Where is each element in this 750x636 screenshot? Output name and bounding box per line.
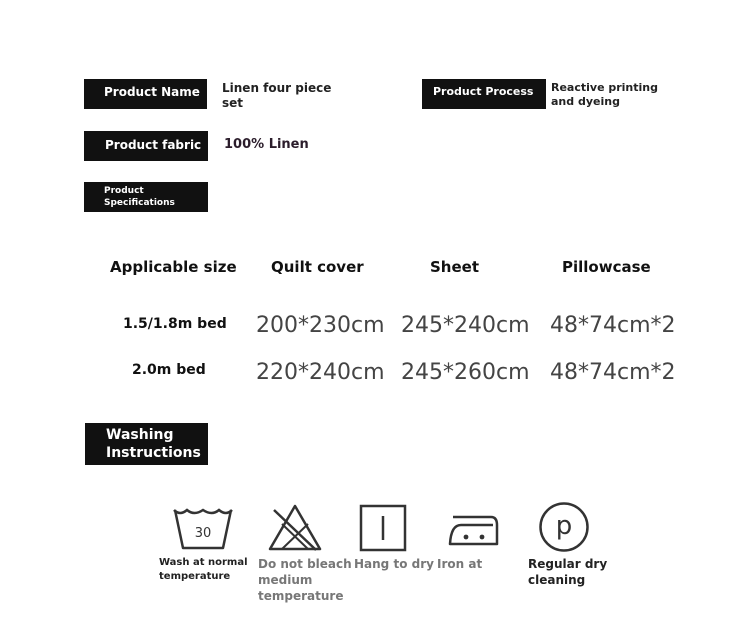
product-specifications-label: Product Specifications bbox=[84, 182, 208, 212]
dry-clean-letter: p bbox=[555, 511, 573, 541]
wash-temperature-number: 30 bbox=[194, 526, 212, 541]
row-2-sheet: 245*260cm bbox=[401, 360, 530, 385]
hang-dry-label: Hang to dry bbox=[354, 557, 434, 571]
header-quilt-cover: Quilt cover bbox=[271, 258, 364, 276]
product-fabric-label: Product fabric bbox=[84, 131, 208, 161]
iron-medium-icon bbox=[447, 507, 501, 547]
header-pillowcase: Pillowcase bbox=[562, 258, 651, 276]
wash-normal-label: Wash at normal temperature bbox=[159, 557, 248, 582]
product-fabric-value: 100% Linen bbox=[224, 137, 309, 152]
header-sheet: Sheet bbox=[430, 258, 479, 276]
product-process-label: Product Process bbox=[422, 79, 546, 109]
row-1-quilt-cover: 200*230cm bbox=[256, 313, 385, 338]
dry-clean-p-icon bbox=[538, 501, 590, 553]
do-not-bleach-label: Do not bleach medium temperature bbox=[258, 557, 352, 603]
row-size-2: 2.0m bed bbox=[132, 362, 206, 378]
row-1-pillowcase: 48*74cm*2 bbox=[550, 313, 676, 338]
header-applicable-size: Applicable size bbox=[110, 258, 237, 276]
row-size-1: 1.5/1.8m bed bbox=[123, 316, 227, 332]
wash-30-tub-icon bbox=[172, 506, 234, 550]
row-1-sheet: 245*240cm bbox=[401, 313, 530, 338]
do-not-bleach-icon bbox=[268, 503, 322, 551]
iron-label: Iron at bbox=[437, 557, 483, 571]
row-2-quilt-cover: 220*240cm bbox=[256, 360, 385, 385]
row-2-pillowcase: 48*74cm*2 bbox=[550, 360, 676, 385]
washing-instructions-title: Washing Instructions bbox=[85, 423, 208, 465]
product-name-label: Product Name bbox=[84, 79, 207, 109]
product-name-value: Linen four piece set bbox=[222, 81, 332, 110]
product-process-value: Reactive printing and dyeing bbox=[551, 81, 658, 108]
hang-dry-icon bbox=[359, 504, 407, 552]
dry-clean-label: Regular dry cleaning bbox=[528, 557, 608, 587]
